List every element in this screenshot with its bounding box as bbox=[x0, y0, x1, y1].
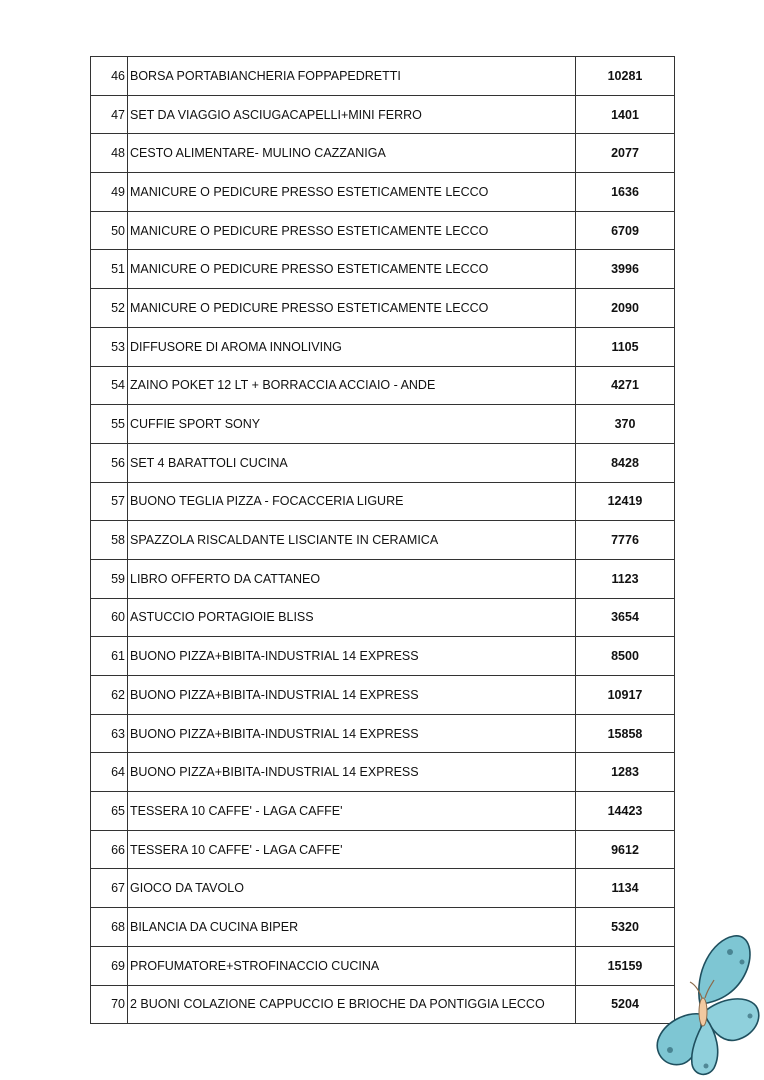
prize-description: MANICURE O PEDICURE PRESSO ESTETICAMENTE LECCO bbox=[128, 250, 576, 289]
table-row bbox=[91, 753, 675, 792]
prize-description: BUONO TEGLIA PIZZA - FOCACCERIA LIGURE bbox=[128, 482, 576, 521]
winning-ticket-number: 14423 bbox=[576, 792, 675, 831]
row-number: 46 bbox=[91, 57, 128, 96]
winning-ticket-number: 7776 bbox=[576, 521, 675, 560]
prize-description: LIBRO OFFERTO DA CATTANEO bbox=[128, 559, 576, 598]
prize-table bbox=[90, 56, 675, 1024]
table-row bbox=[91, 985, 675, 1024]
row-number: 67 bbox=[91, 869, 128, 908]
table-row bbox=[91, 482, 675, 521]
row-number: 57 bbox=[91, 482, 128, 521]
table-row bbox=[91, 908, 675, 947]
prize-description: PROFUMATORE+STROFINACCIO CUCINA bbox=[128, 946, 576, 985]
prize-description: SET DA VIAGGIO ASCIUGACAPELLI+MINI FERRO bbox=[128, 95, 576, 134]
prize-description: ASTUCCIO PORTAGIOIE BLISS bbox=[128, 598, 576, 637]
winning-ticket-number: 4271 bbox=[576, 366, 675, 405]
row-number: 69 bbox=[91, 946, 128, 985]
prize-description: TESSERA 10 CAFFE' - LAGA CAFFE' bbox=[128, 830, 576, 869]
winning-ticket-number: 1401 bbox=[576, 95, 675, 134]
prize-description: BUONO PIZZA+BIBITA-INDUSTRIAL 14 EXPRESS bbox=[128, 714, 576, 753]
table-row bbox=[91, 443, 675, 482]
winning-ticket-number: 1636 bbox=[576, 173, 675, 212]
winning-ticket-number: 1105 bbox=[576, 327, 675, 366]
row-number: 52 bbox=[91, 289, 128, 328]
prize-description: GIOCO DA TAVOLO bbox=[128, 869, 576, 908]
table-row bbox=[91, 792, 675, 831]
row-number: 56 bbox=[91, 443, 128, 482]
row-number: 62 bbox=[91, 676, 128, 715]
prize-description: BILANCIA DA CUCINA BIPER bbox=[128, 908, 576, 947]
prize-description: SET 4 BARATTOLI CUCINA bbox=[128, 443, 576, 482]
row-number: 60 bbox=[91, 598, 128, 637]
winning-ticket-number: 12419 bbox=[576, 482, 675, 521]
row-number: 66 bbox=[91, 830, 128, 869]
row-number: 70 bbox=[91, 985, 128, 1024]
winning-ticket-number: 15858 bbox=[576, 714, 675, 753]
table-row bbox=[91, 95, 675, 134]
table-row bbox=[91, 869, 675, 908]
table-row bbox=[91, 250, 675, 289]
table-row bbox=[91, 211, 675, 250]
table-row bbox=[91, 830, 675, 869]
table-row bbox=[91, 57, 675, 96]
table-row bbox=[91, 366, 675, 405]
table-row bbox=[91, 289, 675, 328]
prize-table-body bbox=[91, 57, 675, 1024]
row-number: 51 bbox=[91, 250, 128, 289]
prize-description: BUONO PIZZA+BIBITA-INDUSTRIAL 14 EXPRESS bbox=[128, 753, 576, 792]
winning-ticket-number: 1283 bbox=[576, 753, 675, 792]
table-row bbox=[91, 173, 675, 212]
prize-description: CESTO ALIMENTARE- MULINO CAZZANIGA bbox=[128, 134, 576, 173]
row-number: 54 bbox=[91, 366, 128, 405]
winning-ticket-number: 3996 bbox=[576, 250, 675, 289]
winning-ticket-number: 5204 bbox=[576, 985, 675, 1024]
row-number: 55 bbox=[91, 405, 128, 444]
prize-description: BUONO PIZZA+BIBITA-INDUSTRIAL 14 EXPRESS bbox=[128, 676, 576, 715]
row-number: 68 bbox=[91, 908, 128, 947]
butterfly-icon bbox=[650, 932, 764, 1080]
winning-ticket-number: 9612 bbox=[576, 830, 675, 869]
row-number: 53 bbox=[91, 327, 128, 366]
winning-ticket-number: 10917 bbox=[576, 676, 675, 715]
table-row bbox=[91, 598, 675, 637]
prize-description: 2 BUONI COLAZIONE CAPPUCCIO E BRIOCHE DA PONTIGGIA LECCO bbox=[128, 985, 576, 1024]
winning-ticket-number: 15159 bbox=[576, 946, 675, 985]
prize-description: MANICURE O PEDICURE PRESSO ESTETICAMENTE LECCO bbox=[128, 211, 576, 250]
table-row bbox=[91, 521, 675, 560]
winning-ticket-number: 1134 bbox=[576, 869, 675, 908]
winning-ticket-number: 8500 bbox=[576, 637, 675, 676]
table-row bbox=[91, 714, 675, 753]
prize-description: ZAINO POKET 12 LT + BORRACCIA ACCIAIO - ANDE bbox=[128, 366, 576, 405]
prize-description: DIFFUSORE DI AROMA INNOLIVING bbox=[128, 327, 576, 366]
winning-ticket-number: 2077 bbox=[576, 134, 675, 173]
row-number: 48 bbox=[91, 134, 128, 173]
prize-description: TESSERA 10 CAFFE' - LAGA CAFFE' bbox=[128, 792, 576, 831]
table-row bbox=[91, 405, 675, 444]
winning-ticket-number: 3654 bbox=[576, 598, 675, 637]
row-number: 49 bbox=[91, 173, 128, 212]
winning-ticket-number: 10281 bbox=[576, 57, 675, 96]
row-number: 50 bbox=[91, 211, 128, 250]
row-number: 64 bbox=[91, 753, 128, 792]
winning-ticket-number: 1123 bbox=[576, 559, 675, 598]
winning-ticket-number: 8428 bbox=[576, 443, 675, 482]
prize-description: CUFFIE SPORT SONY bbox=[128, 405, 576, 444]
table-row bbox=[91, 676, 675, 715]
winning-ticket-number: 5320 bbox=[576, 908, 675, 947]
table-row bbox=[91, 134, 675, 173]
prize-description: MANICURE O PEDICURE PRESSO ESTETICAMENTE LECCO bbox=[128, 173, 576, 212]
table-row bbox=[91, 327, 675, 366]
row-number: 47 bbox=[91, 95, 128, 134]
row-number: 61 bbox=[91, 637, 128, 676]
row-number: 63 bbox=[91, 714, 128, 753]
prize-description: BORSA PORTABIANCHERIA FOPPAPEDRETTI bbox=[128, 57, 576, 96]
row-number: 59 bbox=[91, 559, 128, 598]
table-row bbox=[91, 637, 675, 676]
winning-ticket-number: 370 bbox=[576, 405, 675, 444]
winning-ticket-number: 6709 bbox=[576, 211, 675, 250]
table-row bbox=[91, 559, 675, 598]
winning-ticket-number: 2090 bbox=[576, 289, 675, 328]
row-number: 58 bbox=[91, 521, 128, 560]
prize-description: BUONO PIZZA+BIBITA-INDUSTRIAL 14 EXPRESS bbox=[128, 637, 576, 676]
row-number: 65 bbox=[91, 792, 128, 831]
prize-description: SPAZZOLA RISCALDANTE LISCIANTE IN CERAMICA bbox=[128, 521, 576, 560]
table-row bbox=[91, 946, 675, 985]
prize-description: MANICURE O PEDICURE PRESSO ESTETICAMENTE LECCO bbox=[128, 289, 576, 328]
